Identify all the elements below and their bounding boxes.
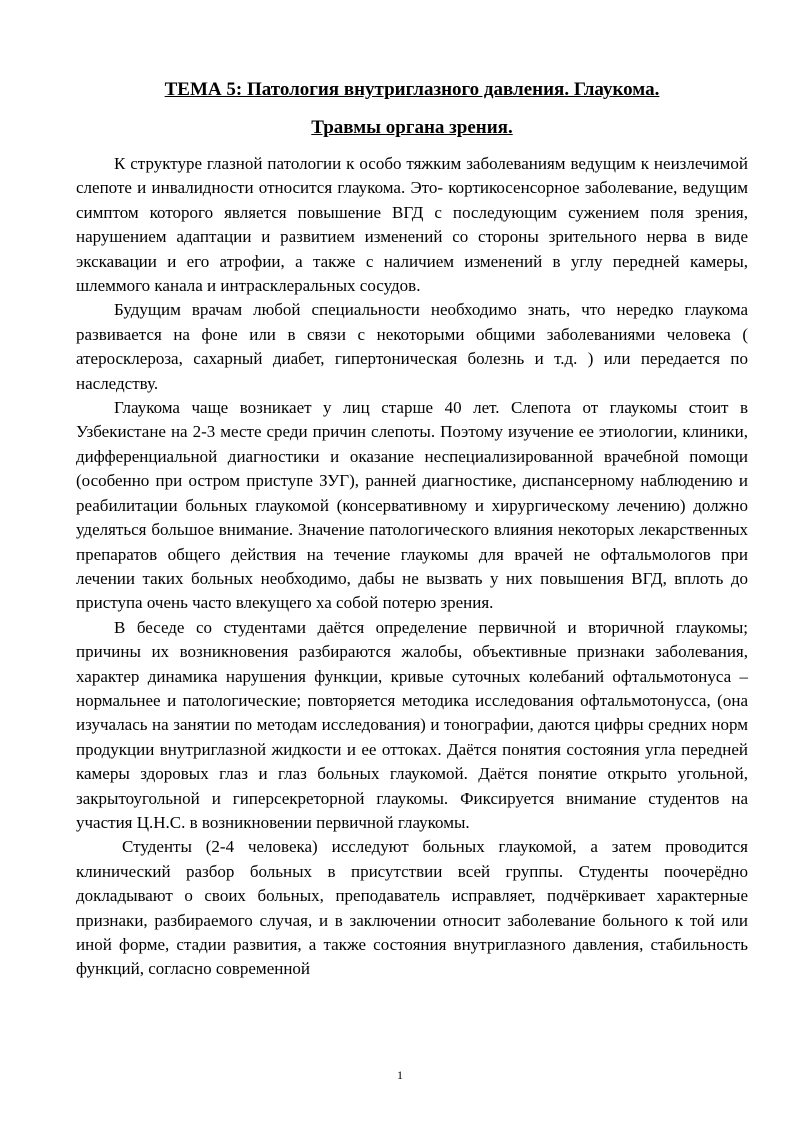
paragraph: К структуре глазной патологии к особо тяжким заболеваниям ведущим к неизлечимой слепоте и инвалидности относится глаукома. Это- кортикосенсорное заболевание, ведущим симптом которого является повышение ВГД с последующим сужением поля зрения, нарушением адаптации и развитием изменений со стороны зрительного нерва в виде экскавации и его атрофии, а также с наличием изменений в углу передней камеры, шлеммого канала и интрасклеральных сосудов. (76, 154, 748, 296)
paragraph: Глаукома чаще возникает у лиц старше 40 лет. Слепота от глаукомы стоит в Узбекистане на 2-3 месте среди причин слепоты. Поэтому изучение ее этиологии, клиники, дифференциальной диагностики и оказание неспециализированной врачебной помощи (особенно при остром приступе ЗУГ), ранней диагностике, диспансерному наблюдению и реабилитации больных глаукомой (консервативному и хирургическому лечению) должно уделяться большое внимание. Значение патологического влияния некоторых лекарственных препаратов общего действия на течение глаукомы для врачей не офтальмологов при лечении таких больных необходимо, дабы не вызвать у них повышения ВГД, вплоть до приступа очень часто влекущего ха собой потерю зрения. (76, 398, 748, 613)
paragraph: Студенты (2-4 человека) исследуют больных глаукомой, а затем проводится клинический разбор больных в присутствии всей группы. Студенты поочерёдно докладывают о своих больных, преподаватель исправляет, подчёркивает характерные признаки, разбираемого случая, и в заключении относит заболевание больного к той или иной форме, стадии развития, а также состояния внутриглазного давления, стабильность функций, согласно современной (76, 837, 748, 979)
document-title: ТЕМА 5: Патология внутриглазного давления. Глаукома. (164, 79, 660, 100)
paragraph: Будущим врачам любой специальности необходимо знать, что нередко глаукома развивается на фоне или в связи с некоторыми общими заболеваниями человека ( атеросклероза, сахарный диабет, гипертоническая болезнь и т.д. ) или передается по наследству. (76, 300, 748, 393)
document-body (76, 152, 748, 982)
document-subtitle: Травмы органа зрения. (311, 117, 513, 138)
page-number: 1 (397, 1068, 403, 1082)
paragraph: В беседе со студентами даётся определение первичной и вторичной глаукомы; причины их возникновения разбираются жалобы, объективные признаки заболевания, характер динамика нарушения функции, кривые суточных колебаний офтальмотонуса – нормальнее и патологические; повторяется методика исследования офтальмотонусса, (она изучалась на занятии по методам исследования) и тонографии, даются цифры средних норм продукции внутриглазной жидкости и ее оттоках. Даётся понятия состояния угла передней камеры здоровых глаз и глаз больных глаукомой. Даётся понятие открыто угольной, закрытоугольной и гиперсекреторной глаукомы. Фиксируется внимание студентов на участия Ц.Н.С. в возникновении первичной глаукомы. (76, 617, 748, 832)
